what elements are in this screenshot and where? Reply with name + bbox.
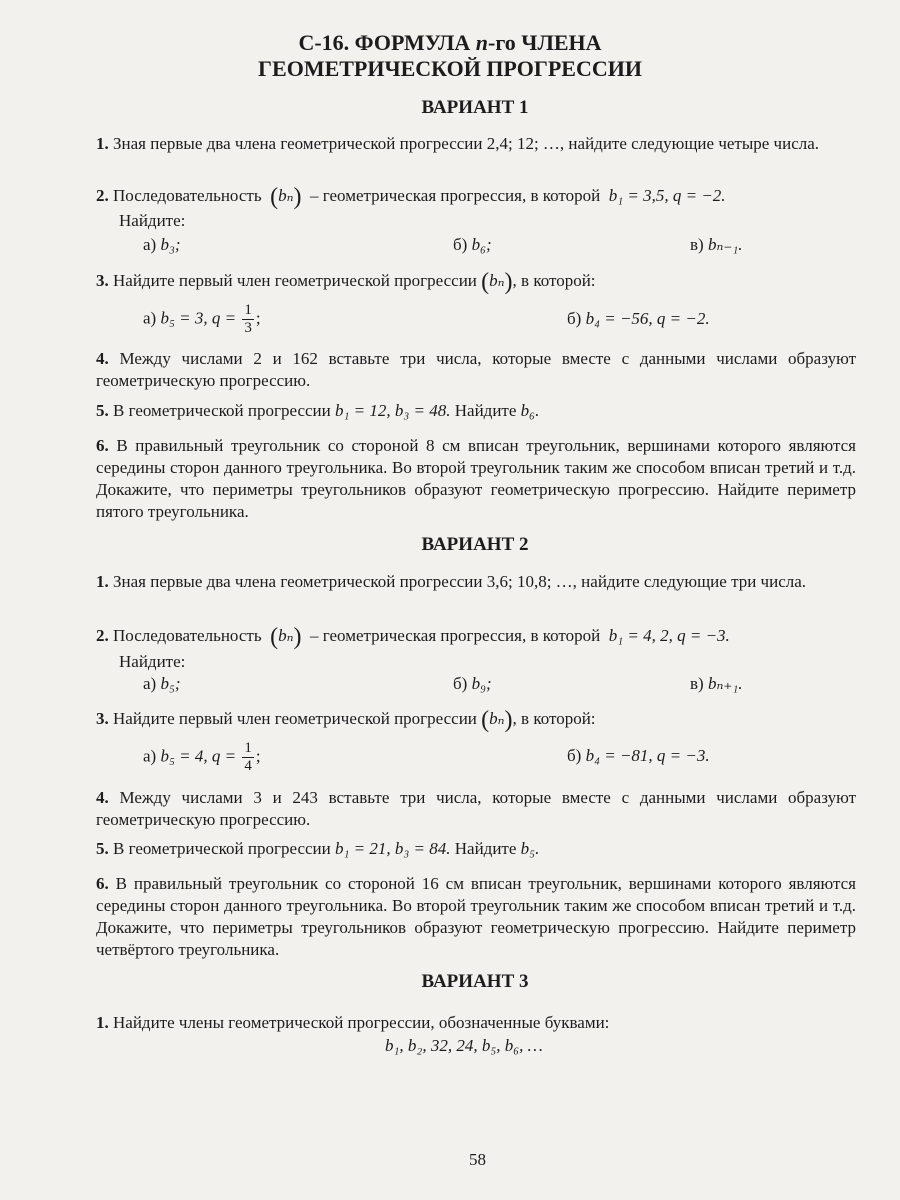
task-number: 4.	[96, 788, 109, 807]
task-text: , в которой:	[512, 271, 596, 290]
task-number: 1.	[96, 1013, 109, 1032]
task-text: Между числами 3 и 243 вставьте три числа, которые вместе с данными числами образуют геометрическую прогрессию.	[96, 788, 856, 829]
item-value: b₃;	[160, 235, 181, 254]
item-label: б)	[453, 235, 468, 254]
task-text: Последовательность	[113, 626, 262, 645]
sequence-symbol: bₙ	[278, 626, 294, 645]
v3-sequence: b₁, b₂, 32, 24, b₅, b₆, …	[385, 1036, 543, 1055]
item-value: b₆;	[471, 235, 492, 254]
task-number: 5.	[96, 839, 109, 858]
variant-3-heading: ВАРИАНТ 3	[421, 971, 529, 992]
v1-t2-v	[690, 234, 742, 256]
task-text: – геометрическая прогрессия, в которой	[309, 186, 601, 205]
item-label: б)	[453, 674, 468, 693]
sequence-symbol: bₙ	[489, 271, 505, 290]
item-label: а)	[143, 308, 157, 328]
paren: (	[270, 624, 279, 650]
task-text: В правильный треугольник со стороной 16 см вписан треугольник, вершинами которого являются середины сторон данного треугольника. Во второй треугольник таким же способом вписан третий и т.д. Докажите, что периметры треугольников образуют геометрическую прогрессию. Найдите периметр четвёртого треугольника.	[96, 874, 856, 959]
paren: )	[293, 184, 302, 210]
title-n: n	[475, 30, 489, 55]
task-text: Найдите первый член геометрической прогрессии	[113, 709, 477, 728]
task-number: 4.	[96, 349, 109, 368]
v1-t3-a: а) b₅ = 3, q = $\frac{1}{3}$ ;	[143, 302, 261, 336]
item-label: а)	[143, 674, 157, 693]
v1-task-1	[96, 133, 856, 155]
task-number: 5.	[96, 401, 109, 420]
task-text: Между числами 2 и 162 вставьте три числа, которые вместе с данными числами образуют геометрическую прогрессию.	[96, 349, 856, 390]
item-label: б)	[567, 309, 582, 328]
task-number: 3.	[96, 271, 109, 290]
paren: )	[504, 707, 513, 733]
find-label: Найдите:	[119, 211, 186, 230]
task-text: В геометрической прогрессии	[113, 839, 331, 858]
item-value: b₅;	[160, 674, 181, 693]
paren: )	[504, 269, 513, 295]
task-number: 1.	[96, 572, 109, 591]
item-label: в)	[690, 674, 704, 693]
fraction	[242, 302, 254, 337]
condition: b₁ = 3,5, q = −2.	[608, 186, 726, 205]
item-label: в)	[690, 235, 704, 254]
v1-task-6	[96, 435, 856, 523]
v2-task-4	[96, 787, 856, 831]
v2-t3-b	[567, 745, 710, 767]
v3-task-1	[96, 1012, 609, 1034]
fraction-denominator: 3	[244, 320, 252, 336]
v2-task-1	[96, 571, 856, 593]
fraction-numerator: 1	[244, 302, 252, 318]
v1-t3-b	[567, 308, 710, 330]
v2-t2-v	[690, 673, 742, 695]
target: b₅.	[520, 839, 540, 858]
item-value: bₙ₊₁.	[707, 674, 743, 693]
item-label: б)	[567, 746, 582, 765]
v1-task-4	[96, 348, 856, 392]
v2-t2-a	[143, 673, 181, 695]
v1-t2-a	[143, 234, 181, 256]
task-text: В геометрической прогрессии	[113, 401, 331, 420]
v2-task-3	[96, 707, 596, 733]
condition: b₁ = 12, b₃ = 48.	[334, 401, 451, 420]
title-suffix: -го ЧЛЕНА	[488, 30, 602, 55]
item-value: b₄ = −81, q = −3.	[585, 746, 710, 765]
task-number: 1.	[96, 134, 109, 153]
title-prefix: С-16. ФОРМУЛА	[298, 30, 476, 55]
task-text: В правильный треугольник со стороной 8 см вписан треугольник, вершинами которого являются середины сторон данного треугольника. Во второй треугольник таким же способом вписан третий и т.д. Докажите, что периметры треугольников образуют геометрическую прогрессию. Найдите периметр пятого треугольника.	[96, 436, 856, 521]
sequence-symbol: bₙ	[278, 186, 294, 205]
v2-task-5	[96, 838, 539, 860]
item-label: а)	[143, 235, 157, 254]
task-text: , в которой:	[512, 709, 596, 728]
task-text: Найдите	[454, 401, 517, 420]
condition: b₁ = 21, b₃ = 84.	[334, 839, 451, 858]
paren: )	[293, 624, 302, 650]
item-value: bₙ₋₁.	[707, 235, 743, 254]
task-text: Зная первые два члена геометрической прогрессии 3,6; 10,8; …, найдите следующие три числа.	[113, 572, 807, 591]
task-text: Найдите первый член геометрической прогрессии	[113, 271, 477, 290]
task-text: Последовательность	[113, 186, 262, 205]
v1-t2-b	[453, 234, 492, 256]
task-text: Найдите члены геометрической прогрессии, обозначенные буквами:	[113, 1013, 610, 1032]
variant-1-heading: ВАРИАНТ 1	[421, 97, 529, 118]
item-value: b₉;	[471, 674, 492, 693]
task-number: 3.	[96, 709, 109, 728]
sequence-symbol: bₙ	[489, 709, 505, 728]
task-number: 6.	[96, 874, 109, 893]
v2-task-2	[96, 624, 730, 650]
v2-task-6	[96, 873, 856, 961]
item-label: а)	[143, 746, 157, 766]
fraction-numerator: 1	[244, 740, 252, 756]
v2-t2-b	[453, 673, 492, 695]
page-number: 58	[469, 1150, 486, 1169]
page-title-line2: ГЕОМЕТРИЧЕСКОЙ ПРОГРЕССИИ	[258, 56, 642, 81]
condition: b₁ = 4, 2, q = −3.	[608, 626, 730, 645]
v1-task-5	[96, 400, 539, 422]
task-text: Зная первые два члена геометрической прогрессии 2,4; 12; …, найдите следующие четыре числа.	[113, 134, 820, 153]
paren: (	[270, 184, 279, 210]
find-label: Найдите:	[119, 652, 186, 671]
v2-t3-a: а) b₅ = 4, q = $\frac{1}{4}$ ;	[143, 740, 261, 774]
paren: (	[481, 269, 490, 295]
paren: (	[481, 707, 490, 733]
item-value: b₅ = 3, q =	[160, 308, 237, 328]
variant-2-heading: ВАРИАНТ 2	[421, 534, 529, 555]
target: b₆.	[520, 401, 540, 420]
item-value: b₄ = −56, q = −2.	[585, 309, 710, 328]
task-text: – геометрическая прогрессия, в которой	[309, 626, 601, 645]
task-number: 2.	[96, 626, 109, 645]
fraction	[242, 740, 254, 775]
task-text: Найдите	[454, 839, 517, 858]
fraction-denominator: 4	[244, 758, 252, 774]
v1-task-2	[96, 184, 856, 210]
item-value: b₅ = 4, q =	[160, 746, 237, 766]
page-title	[0, 30, 900, 56]
task-number: 6.	[96, 436, 109, 455]
task-number: 2.	[96, 186, 109, 205]
v1-task-3	[96, 269, 596, 295]
